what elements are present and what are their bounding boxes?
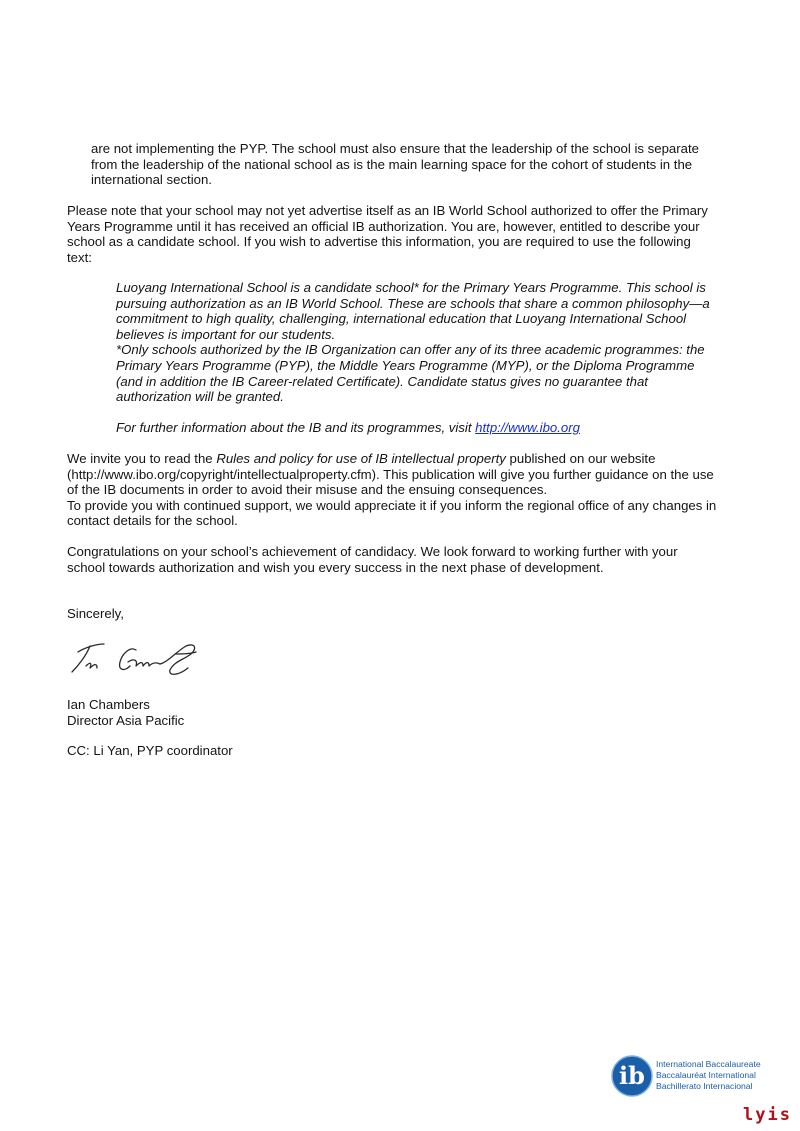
rules-policy-title: Rules and policy for use of IB intellectual property [216,451,506,466]
cc-line: CC: Li Yan, PYP coordinator [67,743,233,758]
further-info-text: For further information about the IB and its programmes, visit [116,420,472,436]
invite-pre-text: We invite you to read the [67,451,213,466]
invite-post-text: published on our website (http://www.ibo.org/copyright/intellectualproperty.cfm). This publication will give you further guidance on the use of the IB documents in order to avoid their misuse and the ensuing consequences. [67,451,714,498]
ib-globe-icon [610,1054,654,1098]
authorization-footnote: *Only schools authorized by the IB Organization can offer any of its three academic programmes: the Primary Years Programme (PYP), the Middle Years Programme (MYP), or the Diploma Programme (and in addition the IB Career-related Certificate). Candidate status gives no guarantee that authorization will be granted. [116,342,705,405]
support-paragraph: To provide you with continued support, we would appreciate it if you inform the regional office of any changes in contact details for the school. [67,497,717,529]
ibo-website-link[interactable]: http://www.ibo.org [475,420,580,436]
ib-logo [610,1052,770,1100]
signatory-name: Ian Chambers [67,697,150,712]
signatory-title: Director Asia Pacific [67,712,185,728]
invite-paragraph [67,451,717,498]
ib-logo-line-french: Baccalauréat International [656,1070,756,1080]
candidate-quote [116,280,716,436]
candidate-statement: Luoyang International School is a candidate school* for the Primary Years Programme. This school is pursuing authorization as an IB World School. These are schools that share a common philosophy—a commitment to high quality, challenging, international education that Luoyang International School believes is important for our students. [116,280,710,342]
ib-logo-text [656,1059,761,1092]
closing-salutation: Sincerely, [67,606,124,621]
continuation-paragraph: are not implementing the PYP. The school must also ensure that the leadership of the school is separate from the leadership of the national school as is the main learning space for the cohort of students in the international section. [91,141,699,188]
ib-logo-line-spanish: Bachillerato Internacional [656,1081,753,1091]
further-info-line [116,420,716,436]
corner-stamp: lyis [743,1105,792,1125]
signatory-block [67,697,717,728]
ib-mark: ib [619,1061,645,1090]
ib-logo-line-english: International Baccalaureate [656,1059,761,1069]
handwritten-signature [64,632,204,684]
advertise-note-paragraph: Please note that your school may not yet advertise itself as an IB World School authorized to offer the Primary Years Programme until it has received an official IB authorization. You are, however, entitled to describe your school as a candidate school. If you wish to advertise this information, you are required to use the following text: [67,203,708,265]
congratulations-paragraph: Congratulations on your school’s achievement of candidacy. We look forward to working further with your school towards authorization and wish you every success in the next phase of development. [67,544,678,575]
invite-section [67,451,717,529]
